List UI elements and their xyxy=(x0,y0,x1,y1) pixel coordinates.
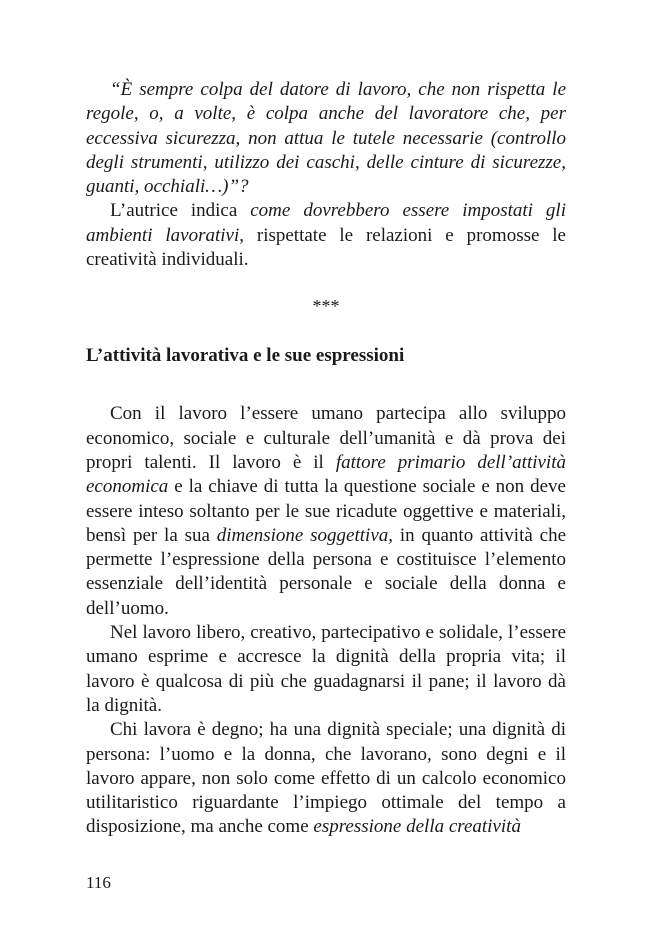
intro-paragraph xyxy=(86,199,566,272)
section-paragraph-1 xyxy=(86,402,566,621)
section-paragraph-3 xyxy=(86,718,566,839)
section-p1-text-e: , in quanto attività che permette l’espressione della persona e costituisce l’elemento essenziale dell’identità personale e sociale della donna e dell’uomo. xyxy=(86,524,567,619)
section-separator: *** xyxy=(312,296,340,317)
page-number: 116 xyxy=(86,873,111,892)
section-p1-emphasis-1: fattore primario dell’attività economica xyxy=(86,451,566,498)
intro-text-end: , rispettate le relazioni e promosse le creatività individuali. xyxy=(86,224,566,271)
intro-quote: “È sempre colpa del datore di lavoro, che non rispetta le regole, o, a volte, è colpa anche del lavoratore che, per eccessiva sicurezza, non attua le tutele necessarie (controllo degli strumenti, utilizzo dei caschi, delle cinture di sicurezze, guanti, occhiali…)”? xyxy=(86,79,566,198)
intro-text-start: L’autrice indica xyxy=(110,200,251,222)
section-heading: L’attività lavorativa e le sue espressioni xyxy=(86,345,405,367)
intro-text-emphasis: come dovrebbero essere impostati gli ambienti lavorativi xyxy=(86,200,566,246)
section-p1-emphasis-2: dimensione soggettiva xyxy=(216,524,389,546)
page-body xyxy=(86,78,566,840)
section-p3-emphasis: espressione della creatività xyxy=(313,816,521,838)
section-body xyxy=(86,402,566,839)
section-p1-text-c: e la chiave di tutta la questione sociale e non deve essere inteso soltanto per le sue ricadute oggettive e materiali, bensì per la sua xyxy=(86,476,566,546)
section-p3-text-a: Chi lavora è degno; ha una dignità speciale; una dignità di persona: l’uomo e la donna, che lavorano, sono degni e il lavoro appare, non solo come effetto di un calcolo economico utilitaristico riguardante l’impiego ottimale del tempo a disposizione, ma anche come xyxy=(86,719,566,838)
section-paragraph-2: Nel lavoro libero, creativo, partecipativo e solidale, l’essere umano esprime e accresce la dignità della propria vita; il lavoro è qualcosa di più che guadagnarsi il pane; il lavoro dà la dignità. xyxy=(86,622,566,716)
section-p1-text-a: Con il lavoro l’essere umano partecipa allo sviluppo economico, sociale e culturale dell’umanità e dà prova dei propri talenti. Il lavoro è il xyxy=(86,403,566,473)
